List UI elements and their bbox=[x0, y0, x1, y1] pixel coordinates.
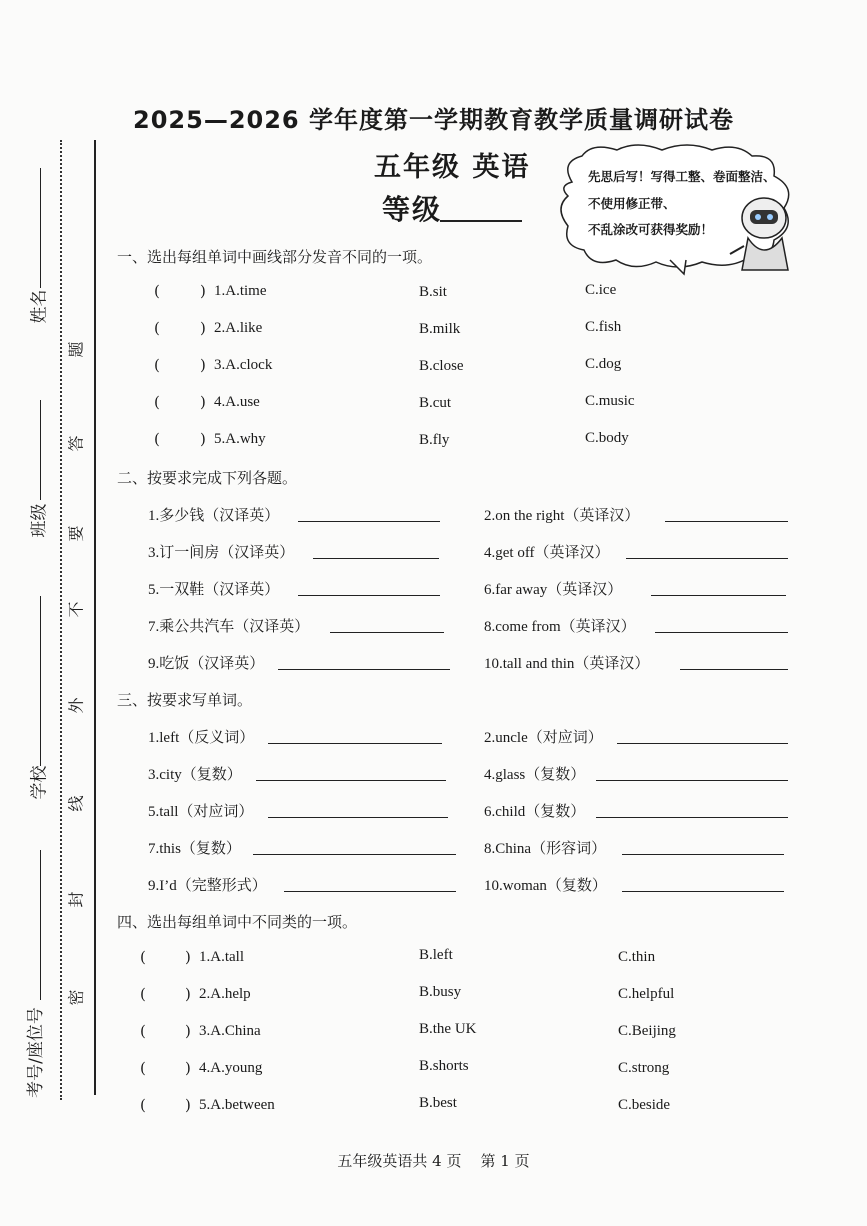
bubble-line-3: 不乱涂改可获得奖励！ bbox=[588, 222, 714, 237]
option-c: C.fish bbox=[585, 319, 622, 335]
seal-char-1: 题 bbox=[66, 341, 86, 358]
answer-paren[interactable]: ( bbox=[154, 282, 160, 300]
section2-heading: 二、按要求完成下列各题。 bbox=[117, 469, 298, 487]
answer-blank[interactable] bbox=[626, 558, 788, 559]
answer-paren[interactable]: ( bbox=[140, 1096, 146, 1114]
question-item: 4.get off（英译汉） bbox=[484, 545, 610, 561]
seal-solid-line bbox=[94, 140, 96, 1095]
answer-paren[interactable]: ( bbox=[140, 985, 146, 1003]
question-item: 7.乘公共汽车（汉译英） bbox=[148, 619, 310, 635]
page-footer: 五年级英语共 4 页 第 1 页 bbox=[337, 1152, 530, 1170]
option-a: 4.A.use bbox=[214, 394, 260, 410]
option-a: 3.A.clock bbox=[214, 357, 273, 373]
seal-char-2: 答 bbox=[66, 435, 86, 452]
answer-paren[interactable]: ( bbox=[154, 319, 160, 337]
answer-blank[interactable] bbox=[622, 854, 784, 855]
answer-paren[interactable]: ( bbox=[154, 356, 160, 374]
seal-char-4: 不 bbox=[66, 601, 86, 618]
question-item: 1.多少钱（汉译英） bbox=[148, 508, 280, 524]
answer-blank[interactable] bbox=[268, 743, 442, 744]
option-c: C.beside bbox=[618, 1097, 671, 1113]
answer-blank[interactable] bbox=[680, 669, 788, 670]
answer-paren[interactable]: ( bbox=[154, 393, 160, 411]
question-item: 9.吃饭（汉译英） bbox=[148, 656, 265, 672]
answer-blank[interactable] bbox=[298, 521, 440, 522]
question-item: 8.come from（英译汉） bbox=[484, 619, 636, 635]
seal-char-6: 线 bbox=[66, 795, 86, 812]
seal-char-8: 密 bbox=[66, 989, 86, 1006]
name-label: 姓名 bbox=[29, 289, 50, 324]
option-a: 1.A.tall bbox=[199, 949, 244, 965]
seal-char-5: 外 bbox=[66, 697, 86, 714]
option-a: 1.A.time bbox=[214, 283, 267, 299]
answer-blank[interactable] bbox=[253, 854, 456, 855]
answer-blank[interactable] bbox=[617, 743, 788, 744]
answer-paren[interactable]: ( bbox=[140, 1022, 146, 1040]
school-label: 学校 bbox=[29, 765, 50, 800]
question-item: 1.left（反义词） bbox=[148, 730, 255, 746]
question-item: 10.tall and thin（英译汉） bbox=[484, 656, 650, 672]
answer-blank[interactable] bbox=[596, 780, 788, 781]
answer-blank[interactable] bbox=[596, 817, 788, 818]
option-b: B.shorts bbox=[419, 1058, 469, 1074]
section4-heading: 四、选出每组单词中不同类的一项。 bbox=[117, 913, 358, 931]
answer-paren[interactable]: ( bbox=[154, 430, 160, 448]
school-blank[interactable] bbox=[40, 596, 41, 766]
option-b: B.busy bbox=[419, 984, 462, 1000]
answer-blank[interactable] bbox=[655, 632, 788, 633]
option-b: B.close bbox=[419, 358, 464, 374]
bubble-line-2: 不使用修正带、 bbox=[588, 196, 676, 211]
option-a: 5.A.between bbox=[199, 1097, 275, 1113]
question-item: 10.woman（复数） bbox=[484, 878, 607, 894]
answer-blank[interactable] bbox=[665, 521, 788, 522]
question-item: 5.tall（对应词） bbox=[148, 804, 254, 820]
question-item: 9.I’d（完整形式） bbox=[148, 878, 267, 894]
grade-label: 等级 bbox=[382, 193, 443, 226]
option-b: B.milk bbox=[419, 321, 461, 337]
seat-number-label: 考号/座位号 bbox=[25, 1007, 46, 1098]
name-blank[interactable] bbox=[40, 168, 41, 288]
answer-paren[interactable]: ( bbox=[140, 1059, 146, 1077]
section1-heading: 一、选出每组单词中画线部分发音不同的一项。 bbox=[117, 248, 433, 266]
question-item: 7.this（复数） bbox=[148, 841, 241, 857]
option-c: C.Beijing bbox=[618, 1023, 676, 1039]
question-item: 3.city（复数） bbox=[148, 767, 242, 783]
option-c: C.helpful bbox=[618, 986, 675, 1002]
option-b: B.cut bbox=[419, 395, 452, 411]
option-a: 2.A.like bbox=[214, 320, 263, 336]
question-item: 5.一双鞋（汉译英） bbox=[148, 582, 280, 598]
answer-blank[interactable] bbox=[256, 780, 446, 781]
seal-char-3: 要 bbox=[66, 525, 86, 542]
option-a: 4.A.young bbox=[199, 1060, 263, 1076]
exam-title: 2025—2026 学年度第一学期教育教学质量调研试卷 bbox=[133, 106, 734, 134]
option-b: B.sit bbox=[419, 284, 447, 300]
seal-dotted-line bbox=[60, 140, 62, 1100]
bubble-line-1: 先思后写！写得工整、卷面整洁、 bbox=[588, 169, 776, 184]
answer-blank[interactable] bbox=[313, 558, 439, 559]
question-item: 2.on the right（英译汉） bbox=[484, 508, 640, 524]
option-b: B.the UK bbox=[419, 1021, 477, 1037]
answer-blank[interactable] bbox=[284, 891, 456, 892]
option-a: 5.A.why bbox=[214, 431, 266, 447]
option-c: C.thin bbox=[618, 949, 656, 965]
option-b: B.best bbox=[419, 1095, 457, 1111]
question-item: 6.far away（英译汉） bbox=[484, 582, 623, 598]
option-c: C.strong bbox=[618, 1060, 670, 1076]
class-label: 班级 bbox=[29, 503, 50, 538]
option-c: C.dog bbox=[585, 356, 622, 372]
option-c: C.body bbox=[585, 430, 629, 446]
question-item: 8.China（形容词） bbox=[484, 841, 607, 857]
question-item: 3.订一间房（汉译英） bbox=[148, 545, 295, 561]
grade-blank[interactable] bbox=[440, 220, 522, 222]
option-b: B.left bbox=[419, 947, 453, 963]
answer-blank[interactable] bbox=[268, 817, 448, 818]
answer-blank[interactable] bbox=[278, 669, 450, 670]
exam-subject: 五年级 英语 bbox=[374, 152, 531, 183]
option-b: B.fly bbox=[419, 432, 450, 448]
question-item: 2.uncle（对应词） bbox=[484, 730, 603, 746]
option-c: C.ice bbox=[585, 282, 617, 298]
answer-blank[interactable] bbox=[622, 891, 784, 892]
question-item: 6.child（复数） bbox=[484, 804, 586, 820]
option-c: C.music bbox=[585, 393, 635, 409]
option-a: 3.A.China bbox=[199, 1023, 261, 1039]
seal-char-7: 封 bbox=[66, 891, 86, 908]
answer-blank[interactable] bbox=[298, 595, 440, 596]
section3-heading: 三、按要求写单词。 bbox=[117, 691, 253, 709]
answer-blank[interactable] bbox=[651, 595, 786, 596]
class-blank[interactable] bbox=[40, 400, 41, 500]
answer-blank[interactable] bbox=[330, 632, 444, 633]
seat-number-blank[interactable] bbox=[40, 850, 41, 1000]
answer-paren[interactable]: ( bbox=[140, 948, 146, 966]
option-a: 2.A.help bbox=[199, 986, 251, 1002]
question-item: 4.glass（复数） bbox=[484, 767, 586, 783]
